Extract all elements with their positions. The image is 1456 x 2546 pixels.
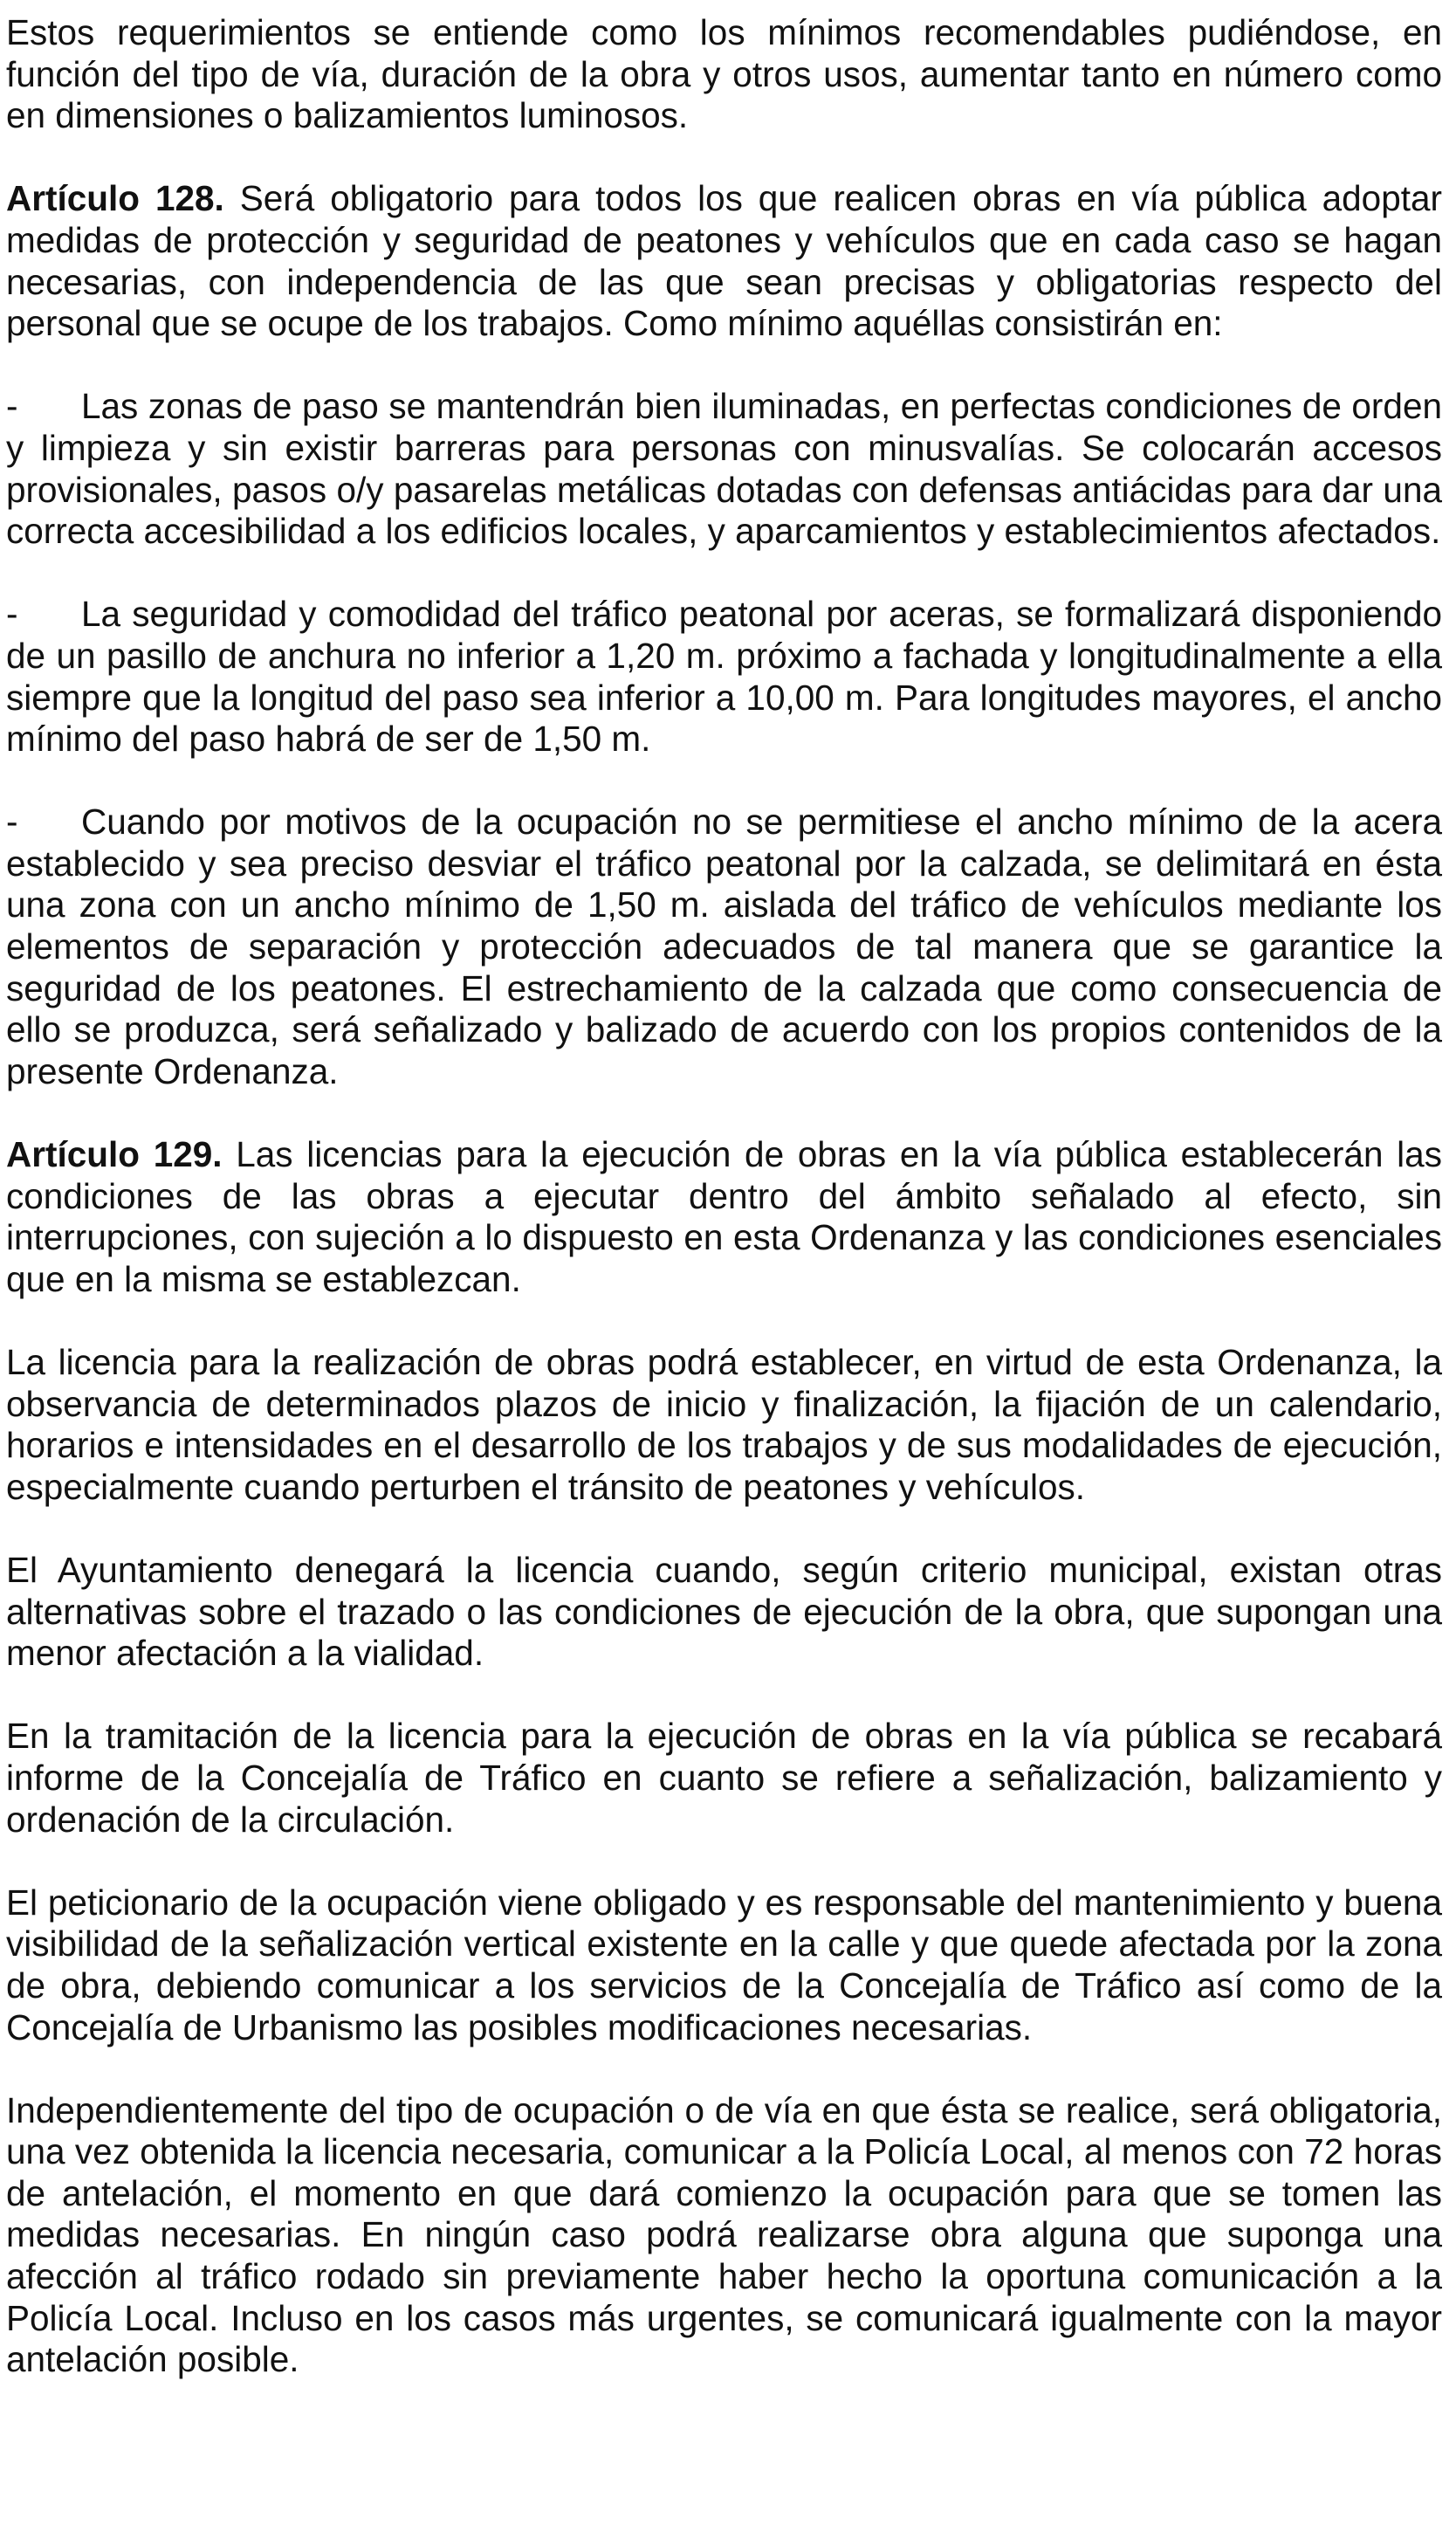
traffic-report-paragraph: En la tramitación de la licencia para la ejecución de obras en la vía pública se recabará informe de la Concejalía de Tráfico en cuanto se refiere a señalización, balizamiento y ordenación de la circulación. xyxy=(6,1716,1442,1840)
license-conditions-paragraph: La licencia para la realización de obras podrá establecer, en virtud de esta Ordenanza, la observancia de determinados plazos de inicio y finalización, la fijación de un calendario, horarios e intensidades en el desarrollo de los trabajos y de sus modalidades de ejecución, especialmente cuando perturben el tránsito de peatones y vehículos. xyxy=(6,1342,1442,1507)
bullet-dash: - xyxy=(6,802,18,843)
bullet-item-1 xyxy=(6,386,1442,552)
bullet-text: Cuando por motivos de la ocupación no se permitiese el ancho mínimo de la acera establecido y sea preciso desviar el tráfico peatonal por la calzada, se delimitará en ésta una zona con un ancho mínimo de 1,50 m. aislada del tráfico de vehículos mediante los elementos de separación y protección adecuados de tal manera que se garantice la seguridad de los peatones. El estrechamiento de la calzada que como consecuencia de ello se produzca, será señalizado y balizado de acuerdo con los propios contenidos de la presente Ordenanza. xyxy=(6,802,1442,1091)
article-128-label: Artículo 128. xyxy=(6,178,224,219)
document-page xyxy=(6,12,1442,2381)
bullet-dash: - xyxy=(6,594,18,635)
bullet-item-3 xyxy=(6,802,1442,1092)
bullet-text: La seguridad y comodidad del tráfico peatonal por aceras, se formalizará disponiendo de un pasillo de anchura no inferior a 1,20 m. próximo a fachada y longitudinalmente a ella siempre que la longitud del paso sea inferior a 10,00 m. Para longitudes mayores, el ancho mínimo del paso habrá de ser de 1,50 m. xyxy=(6,594,1442,760)
article-128-paragraph xyxy=(6,178,1442,344)
article-128-text: Será obligatorio para todos los que realicen obras en vía pública adoptar medidas de protección y seguridad de peatones y vehículos que en cada caso se hagan necesarias, con independencia de las que sean precisas y obligatorias respecto del personal que se ocupe de los trabajos. Como mínimo aquéllas consistirán en: xyxy=(6,178,1442,344)
intro-paragraph: Estos requerimientos se entiende como los mínimos recomendables pudiéndose, en función del tipo de vía, duración de la obra y otros usos, aumentar tanto en número como en dimensiones o balizamientos luminosos. xyxy=(6,12,1442,136)
bullet-dash: - xyxy=(6,386,18,427)
article-129-label: Artículo 129. xyxy=(6,1134,223,1175)
police-notification-paragraph: Independientemente del tipo de ocupación o de vía en que ésta se realice, será obligatoria, una vez obtenida la licencia necesaria, comunicar a la Policía Local, al menos con 72 horas de antelación, el momento en que dará comienzo la ocupación para que se tomen las medidas necesarias. En ningún caso podrá realizarse obra alguna que suponga una afección al tráfico rodado sin previamente haber hecho la oportuna comunicación a la Policía Local. Incluso en los casos más urgentes, se comunicará igualmente con la mayor antelación posible. xyxy=(6,2089,1442,2380)
article-129-text: Las licencias para la ejecución de obras en la vía pública establecerán las condiciones de las obras a ejecutar dentro del ámbito señalado al efecto, sin interrupciones, con sujeción a lo dispuesto en esta Ordenanza y las condiciones esenciales que en la misma se establezcan. xyxy=(6,1134,1442,1299)
article-129-paragraph xyxy=(6,1134,1442,1300)
bullet-text: Las zonas de paso se mantendrán bien iluminadas, en perfectas condiciones de orden y limpieza y sin existir barreras para personas con minusvalías. Se colocarán accesos provisionales, pasos o/y pasarelas metálicas dotadas con defensas antiácidas para dar una correcta accesibilidad a los edificios locales, y aparcamientos y establecimientos afectados. xyxy=(6,386,1442,552)
signage-responsibility-paragraph: El peticionario de la ocupación viene obligado y es responsable del mantenimiento y buena visibilidad de la señalización vertical existente en la calle y que quede afectada por la zona de obra, debiendo comunicar a los servicios de la Concejalía de Tráfico así como de la Concejalía de Urbanismo las posibles modificaciones necesarias. xyxy=(6,1882,1442,2047)
article-128-bullet-list xyxy=(6,386,1442,1092)
bullet-item-2 xyxy=(6,594,1442,760)
license-denial-paragraph: El Ayuntamiento denegará la licencia cuando, según criterio municipal, existan otras alternativas sobre el trazado o las condiciones de ejecución de la obra, que supongan una menor afectación a la vialidad. xyxy=(6,1549,1442,1674)
